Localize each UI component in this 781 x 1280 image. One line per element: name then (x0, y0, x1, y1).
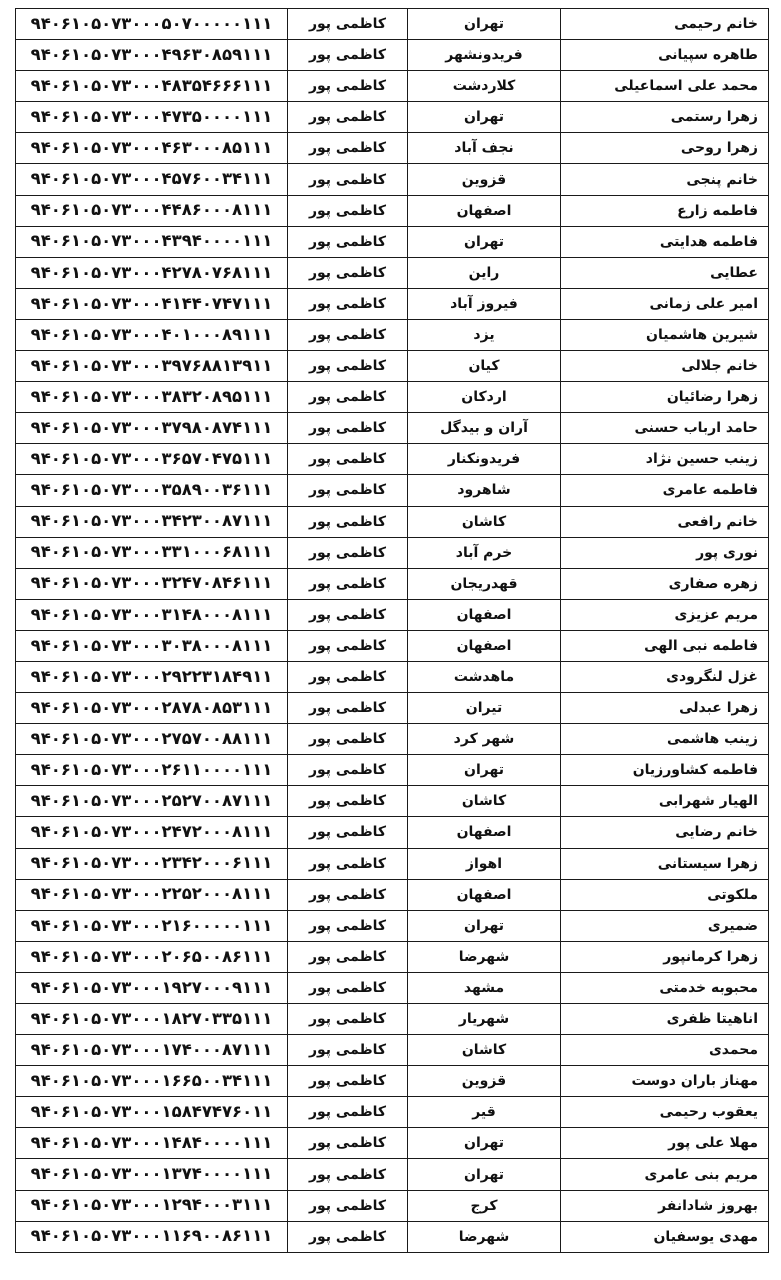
table-row (16, 195, 769, 226)
city-cell: تهران (408, 910, 561, 941)
table-row (16, 133, 769, 164)
payer-cell: کاظمی پور (288, 226, 408, 257)
person-name-cell: یعقوب رحیمی (561, 1097, 769, 1128)
payer-cell: کاظمی پور (288, 630, 408, 661)
payer-cell: کاظمی پور (288, 537, 408, 568)
person-name-cell: خانم رضایی (561, 817, 769, 848)
city-cell: اصفهان (408, 817, 561, 848)
city-cell: فریدونکنار (408, 444, 561, 475)
payer-cell: کاظمی پور (288, 506, 408, 537)
payer-cell: کاظمی پور (288, 817, 408, 848)
city-cell: قزوین (408, 1066, 561, 1097)
tracking-number-cell: ۹۴۰۶۱۰۵۰۷۳۰۰۰۳۲۴۷۰۸۴۶۱۱۱ (16, 568, 288, 599)
person-name-cell: ملکوتی (561, 879, 769, 910)
city-cell: قزوین (408, 164, 561, 195)
tracking-number-cell: ۹۴۰۶۱۰۵۰۷۳۰۰۰۴۲۷۸۰۷۶۸۱۱۱ (16, 257, 288, 288)
city-cell: شهر کرد (408, 724, 561, 755)
payer-cell: کاظمی پور (288, 1221, 408, 1252)
tracking-number-cell: ۹۴۰۶۱۰۵۰۷۳۰۰۰۱۴۸۴۰۰۰۰۱۱۱ (16, 1128, 288, 1159)
tracking-number-cell: ۹۴۰۶۱۰۵۰۷۳۰۰۰۴۹۶۳۰۸۵۹۱۱۱ (16, 40, 288, 71)
person-name-cell: زهرا رستمی (561, 102, 769, 133)
city-cell: تهران (408, 755, 561, 786)
person-name-cell: خانم جلالی (561, 351, 769, 382)
table-row (16, 475, 769, 506)
table-row (16, 1159, 769, 1190)
payer-cell: کاظمی پور (288, 1190, 408, 1221)
city-cell: تهران (408, 102, 561, 133)
table-row (16, 724, 769, 755)
city-cell: نجف آباد (408, 133, 561, 164)
payer-cell: کاظمی پور (288, 724, 408, 755)
city-cell: تهران (408, 9, 561, 40)
person-name-cell: الهیار شهرابی (561, 786, 769, 817)
tracking-number-cell: ۹۴۰۶۱۰۵۰۷۳۰۰۰۱۱۶۹۰۰۸۶۱۱۱ (16, 1221, 288, 1252)
person-name-cell: غزل لنگرودی (561, 661, 769, 692)
city-cell: یزد (408, 319, 561, 350)
city-cell: تهران (408, 1159, 561, 1190)
table-row (16, 1190, 769, 1221)
person-name-cell: زهرا روحی (561, 133, 769, 164)
person-name-cell: عطایی (561, 257, 769, 288)
payer-cell: کاظمی پور (288, 413, 408, 444)
payer-cell: کاظمی پور (288, 972, 408, 1003)
city-cell: خرم آباد (408, 537, 561, 568)
tracking-number-cell: ۹۴۰۶۱۰۵۰۷۳۰۰۰۴۴۸۶۰۰۰۸۱۱۱ (16, 195, 288, 226)
payer-cell: کاظمی پور (288, 288, 408, 319)
records-table (15, 8, 769, 1253)
tracking-number-cell: ۹۴۰۶۱۰۵۰۷۳۰۰۰۴۱۴۴۰۷۴۷۱۱۱ (16, 288, 288, 319)
payer-cell: کاظمی پور (288, 1066, 408, 1097)
tracking-number-cell: ۹۴۰۶۱۰۵۰۷۳۰۰۰۳۸۳۲۰۸۹۵۱۱۱ (16, 382, 288, 413)
city-cell: آران و بیدگل (408, 413, 561, 444)
tracking-number-cell: ۹۴۰۶۱۰۵۰۷۳۰۰۰۱۹۲۷۰۰۰۹۱۱۱ (16, 972, 288, 1003)
payer-cell: کاظمی پور (288, 71, 408, 102)
tracking-number-cell: ۹۴۰۶۱۰۵۰۷۳۰۰۰۳۶۵۷۰۴۷۵۱۱۱ (16, 444, 288, 475)
tracking-number-cell: ۹۴۰۶۱۰۵۰۷۳۰۰۰۲۸۷۸۰۸۵۳۱۱۱ (16, 693, 288, 724)
payer-cell: کاظمی پور (288, 910, 408, 941)
table-row (16, 9, 769, 40)
tracking-number-cell: ۹۴۰۶۱۰۵۰۷۳۰۰۰۳۴۲۳۰۰۸۷۱۱۱ (16, 506, 288, 537)
city-cell: کرج (408, 1190, 561, 1221)
table-row (16, 693, 769, 724)
table-row (16, 972, 769, 1003)
tracking-number-cell: ۹۴۰۶۱۰۵۰۷۳۰۰۰۴۸۳۵۴۶۶۶۱۱۱ (16, 71, 288, 102)
person-name-cell: محمد علی اسماعیلی (561, 71, 769, 102)
city-cell: شاهرود (408, 475, 561, 506)
person-name-cell: فاطمه کشاورزیان (561, 755, 769, 786)
person-name-cell: امیر علی زمانی (561, 288, 769, 319)
tracking-number-cell: ۹۴۰۶۱۰۵۰۷۳۰۰۰۲۶۱۱۰۰۰۰۱۱۱ (16, 755, 288, 786)
city-cell: قیر (408, 1097, 561, 1128)
person-name-cell: محبوبه خدمتی (561, 972, 769, 1003)
table-row (16, 630, 769, 661)
table-row (16, 413, 769, 444)
tracking-number-cell: ۹۴۰۶۱۰۵۰۷۳۰۰۰۳۰۳۸۰۰۰۸۱۱۱ (16, 630, 288, 661)
person-name-cell: فاطمه زارع (561, 195, 769, 226)
table-row (16, 755, 769, 786)
table-row (16, 661, 769, 692)
city-cell: کیان (408, 351, 561, 382)
person-name-cell: خانم پنجی (561, 164, 769, 195)
payer-cell: کاظمی پور (288, 693, 408, 724)
payer-cell: کاظمی پور (288, 1035, 408, 1066)
tracking-number-cell: ۹۴۰۶۱۰۵۰۷۳۰۰۰۲۷۵۷۰۰۸۸۱۱۱ (16, 724, 288, 755)
person-name-cell: زینب حسین نژاد (561, 444, 769, 475)
city-cell: اصفهان (408, 599, 561, 630)
city-cell: قهدریجان (408, 568, 561, 599)
payer-cell: کاظمی پور (288, 475, 408, 506)
tracking-number-cell: ۹۴۰۶۱۰۵۰۷۳۰۰۰۲۵۲۷۰۰۸۷۱۱۱ (16, 786, 288, 817)
table-row (16, 1066, 769, 1097)
table-row (16, 71, 769, 102)
person-name-cell: زینب هاشمی (561, 724, 769, 755)
person-name-cell: مهدی یوسفیان (561, 1221, 769, 1252)
person-name-cell: طاهره سپیانی (561, 40, 769, 71)
payer-cell: کاظمی پور (288, 599, 408, 630)
payer-cell: کاظمی پور (288, 1128, 408, 1159)
city-cell: تهران (408, 1128, 561, 1159)
payer-cell: کاظمی پور (288, 319, 408, 350)
table-row (16, 102, 769, 133)
city-cell: تیران (408, 693, 561, 724)
person-name-cell: فاطمه هدایتی (561, 226, 769, 257)
city-cell: تهران (408, 226, 561, 257)
table-row (16, 444, 769, 475)
table-row (16, 568, 769, 599)
payer-cell: کاظمی پور (288, 1097, 408, 1128)
payer-cell: کاظمی پور (288, 941, 408, 972)
table-row (16, 1004, 769, 1035)
tracking-number-cell: ۹۴۰۶۱۰۵۰۷۳۰۰۰۴۵۷۶۰۰۳۴۱۱۱ (16, 164, 288, 195)
city-cell: اردکان (408, 382, 561, 413)
payer-cell: کاظمی پور (288, 848, 408, 879)
records-table-body (16, 9, 769, 1253)
person-name-cell: مریم بنی عامری (561, 1159, 769, 1190)
payer-cell: کاظمی پور (288, 755, 408, 786)
payer-cell: کاظمی پور (288, 164, 408, 195)
person-name-cell: مریم عزیزی (561, 599, 769, 630)
tracking-number-cell: ۹۴۰۶۱۰۵۰۷۳۰۰۰۱۷۴۰۰۰۸۷۱۱۱ (16, 1035, 288, 1066)
person-name-cell: فاطمه نبی الهی (561, 630, 769, 661)
tracking-number-cell: ۹۴۰۶۱۰۵۰۷۳۰۰۰۲۲۵۲۰۰۰۸۱۱۱ (16, 879, 288, 910)
tracking-number-cell: ۹۴۰۶۱۰۵۰۷۳۰۰۰۴۷۳۵۰۰۰۰۱۱۱ (16, 102, 288, 133)
table-row (16, 351, 769, 382)
person-name-cell: محمدی (561, 1035, 769, 1066)
city-cell: کلاردشت (408, 71, 561, 102)
tracking-number-cell: ۹۴۰۶۱۰۵۰۷۳۰۰۰۳۱۴۸۰۰۰۸۱۱۱ (16, 599, 288, 630)
table-row (16, 257, 769, 288)
table-row (16, 910, 769, 941)
table-row (16, 599, 769, 630)
person-name-cell: فاطمه عامری (561, 475, 769, 506)
tracking-number-cell: ۹۴۰۶۱۰۵۰۷۳۰۰۰۴۶۳۰۰۰۸۵۱۱۱ (16, 133, 288, 164)
tracking-number-cell: ۹۴۰۶۱۰۵۰۷۳۰۰۰۱۶۶۵۰۰۳۴۱۱۱ (16, 1066, 288, 1097)
payer-cell: کاظمی پور (288, 661, 408, 692)
table-row (16, 817, 769, 848)
payer-cell: کاظمی پور (288, 1159, 408, 1190)
city-cell: کاشان (408, 1035, 561, 1066)
city-cell: اصفهان (408, 879, 561, 910)
payer-cell: کاظمی پور (288, 9, 408, 40)
city-cell: کاشان (408, 506, 561, 537)
table-row (16, 1221, 769, 1252)
table-row (16, 506, 769, 537)
person-name-cell: اناهیتا ظفری (561, 1004, 769, 1035)
payer-cell: کاظمی پور (288, 195, 408, 226)
tracking-number-cell: ۹۴۰۶۱۰۵۰۷۳۰۰۰۱۸۲۷۰۳۳۵۱۱۱ (16, 1004, 288, 1035)
city-cell: اهواز (408, 848, 561, 879)
person-name-cell: مهلا علی پور (561, 1128, 769, 1159)
tracking-number-cell: ۹۴۰۶۱۰۵۰۷۳۰۰۰۳۹۷۶۸۸۱۳۹۱۱ (16, 351, 288, 382)
city-cell: مشهد (408, 972, 561, 1003)
person-name-cell: زهره صفاری (561, 568, 769, 599)
table-row (16, 319, 769, 350)
payer-cell: کاظمی پور (288, 444, 408, 475)
table-row (16, 1128, 769, 1159)
tracking-number-cell: ۹۴۰۶۱۰۵۰۷۳۰۰۰۱۳۷۴۰۰۰۰۱۱۱ (16, 1159, 288, 1190)
tracking-number-cell: ۹۴۰۶۱۰۵۰۷۳۰۰۰۵۰۷۰۰۰۰۰۱۱۱ (16, 9, 288, 40)
person-name-cell: حامد ارباب حسنی (561, 413, 769, 444)
tracking-number-cell: ۹۴۰۶۱۰۵۰۷۳۰۰۰۳۵۸۹۰۰۳۶۱۱۱ (16, 475, 288, 506)
payer-cell: کاظمی پور (288, 133, 408, 164)
tracking-number-cell: ۹۴۰۶۱۰۵۰۷۳۰۰۰۲۴۷۲۰۰۰۸۱۱۱ (16, 817, 288, 848)
payer-cell: کاظمی پور (288, 1004, 408, 1035)
person-name-cell: بهروز شادانفر (561, 1190, 769, 1221)
city-cell: فیروز آباد (408, 288, 561, 319)
person-name-cell: ضمیری (561, 910, 769, 941)
person-name-cell: زهرا سیستانی (561, 848, 769, 879)
payer-cell: کاظمی پور (288, 257, 408, 288)
city-cell: ماهدشت (408, 661, 561, 692)
tracking-number-cell: ۹۴۰۶۱۰۵۰۷۳۰۰۰۳۷۹۸۰۸۷۴۱۱۱ (16, 413, 288, 444)
tracking-number-cell: ۹۴۰۶۱۰۵۰۷۳۰۰۰۲۰۶۵۰۰۸۶۱۱۱ (16, 941, 288, 972)
tracking-number-cell: ۹۴۰۶۱۰۵۰۷۳۰۰۰۴۳۹۴۰۰۰۰۱۱۱ (16, 226, 288, 257)
payer-cell: کاظمی پور (288, 568, 408, 599)
table-row (16, 40, 769, 71)
city-cell: کاشان (408, 786, 561, 817)
city-cell: فریدونشهر (408, 40, 561, 71)
payer-cell: کاظمی پور (288, 102, 408, 133)
tracking-number-cell: ۹۴۰۶۱۰۵۰۷۳۰۰۰۱۵۸۴۷۴۷۶۰۱۱ (16, 1097, 288, 1128)
table-row (16, 1035, 769, 1066)
tracking-number-cell: ۹۴۰۶۱۰۵۰۷۳۰۰۰۱۲۹۴۰۰۰۳۱۱۱ (16, 1190, 288, 1221)
table-row (16, 848, 769, 879)
table-row (16, 226, 769, 257)
tracking-number-cell: ۹۴۰۶۱۰۵۰۷۳۰۰۰۳۳۱۰۰۰۶۸۱۱۱ (16, 537, 288, 568)
tracking-number-cell: ۹۴۰۶۱۰۵۰۷۳۰۰۰۲۳۴۲۰۰۰۶۱۱۱ (16, 848, 288, 879)
table-row (16, 164, 769, 195)
table-row (16, 879, 769, 910)
person-name-cell: زهرا عبدلی (561, 693, 769, 724)
city-cell: شهرضا (408, 1221, 561, 1252)
person-name-cell: خانم رحیمی (561, 9, 769, 40)
payer-cell: کاظمی پور (288, 351, 408, 382)
tracking-number-cell: ۹۴۰۶۱۰۵۰۷۳۰۰۰۲۱۶۰۰۰۰۰۱۱۱ (16, 910, 288, 941)
tracking-number-cell: ۹۴۰۶۱۰۵۰۷۳۰۰۰۴۰۱۰۰۰۸۹۱۱۱ (16, 319, 288, 350)
city-cell: شهریار (408, 1004, 561, 1035)
person-name-cell: خانم رافعی (561, 506, 769, 537)
city-cell: اصفهان (408, 195, 561, 226)
payer-cell: کاظمی پور (288, 40, 408, 71)
tracking-number-cell: ۹۴۰۶۱۰۵۰۷۳۰۰۰۲۹۲۲۳۱۸۴۹۱۱ (16, 661, 288, 692)
person-name-cell: مهناز باران دوست (561, 1066, 769, 1097)
table-row (16, 382, 769, 413)
payer-cell: کاظمی پور (288, 879, 408, 910)
table-row (16, 786, 769, 817)
table-row (16, 537, 769, 568)
city-cell: شهرضا (408, 941, 561, 972)
person-name-cell: نوری پور (561, 537, 769, 568)
person-name-cell: زهرا رضائیان (561, 382, 769, 413)
payer-cell: کاظمی پور (288, 382, 408, 413)
city-cell: اصفهان (408, 630, 561, 661)
table-row (16, 1097, 769, 1128)
city-cell: راین (408, 257, 561, 288)
payer-cell: کاظمی پور (288, 786, 408, 817)
table-row (16, 941, 769, 972)
person-name-cell: شیرین هاشمیان (561, 319, 769, 350)
person-name-cell: زهرا کرمانپور (561, 941, 769, 972)
table-row (16, 288, 769, 319)
